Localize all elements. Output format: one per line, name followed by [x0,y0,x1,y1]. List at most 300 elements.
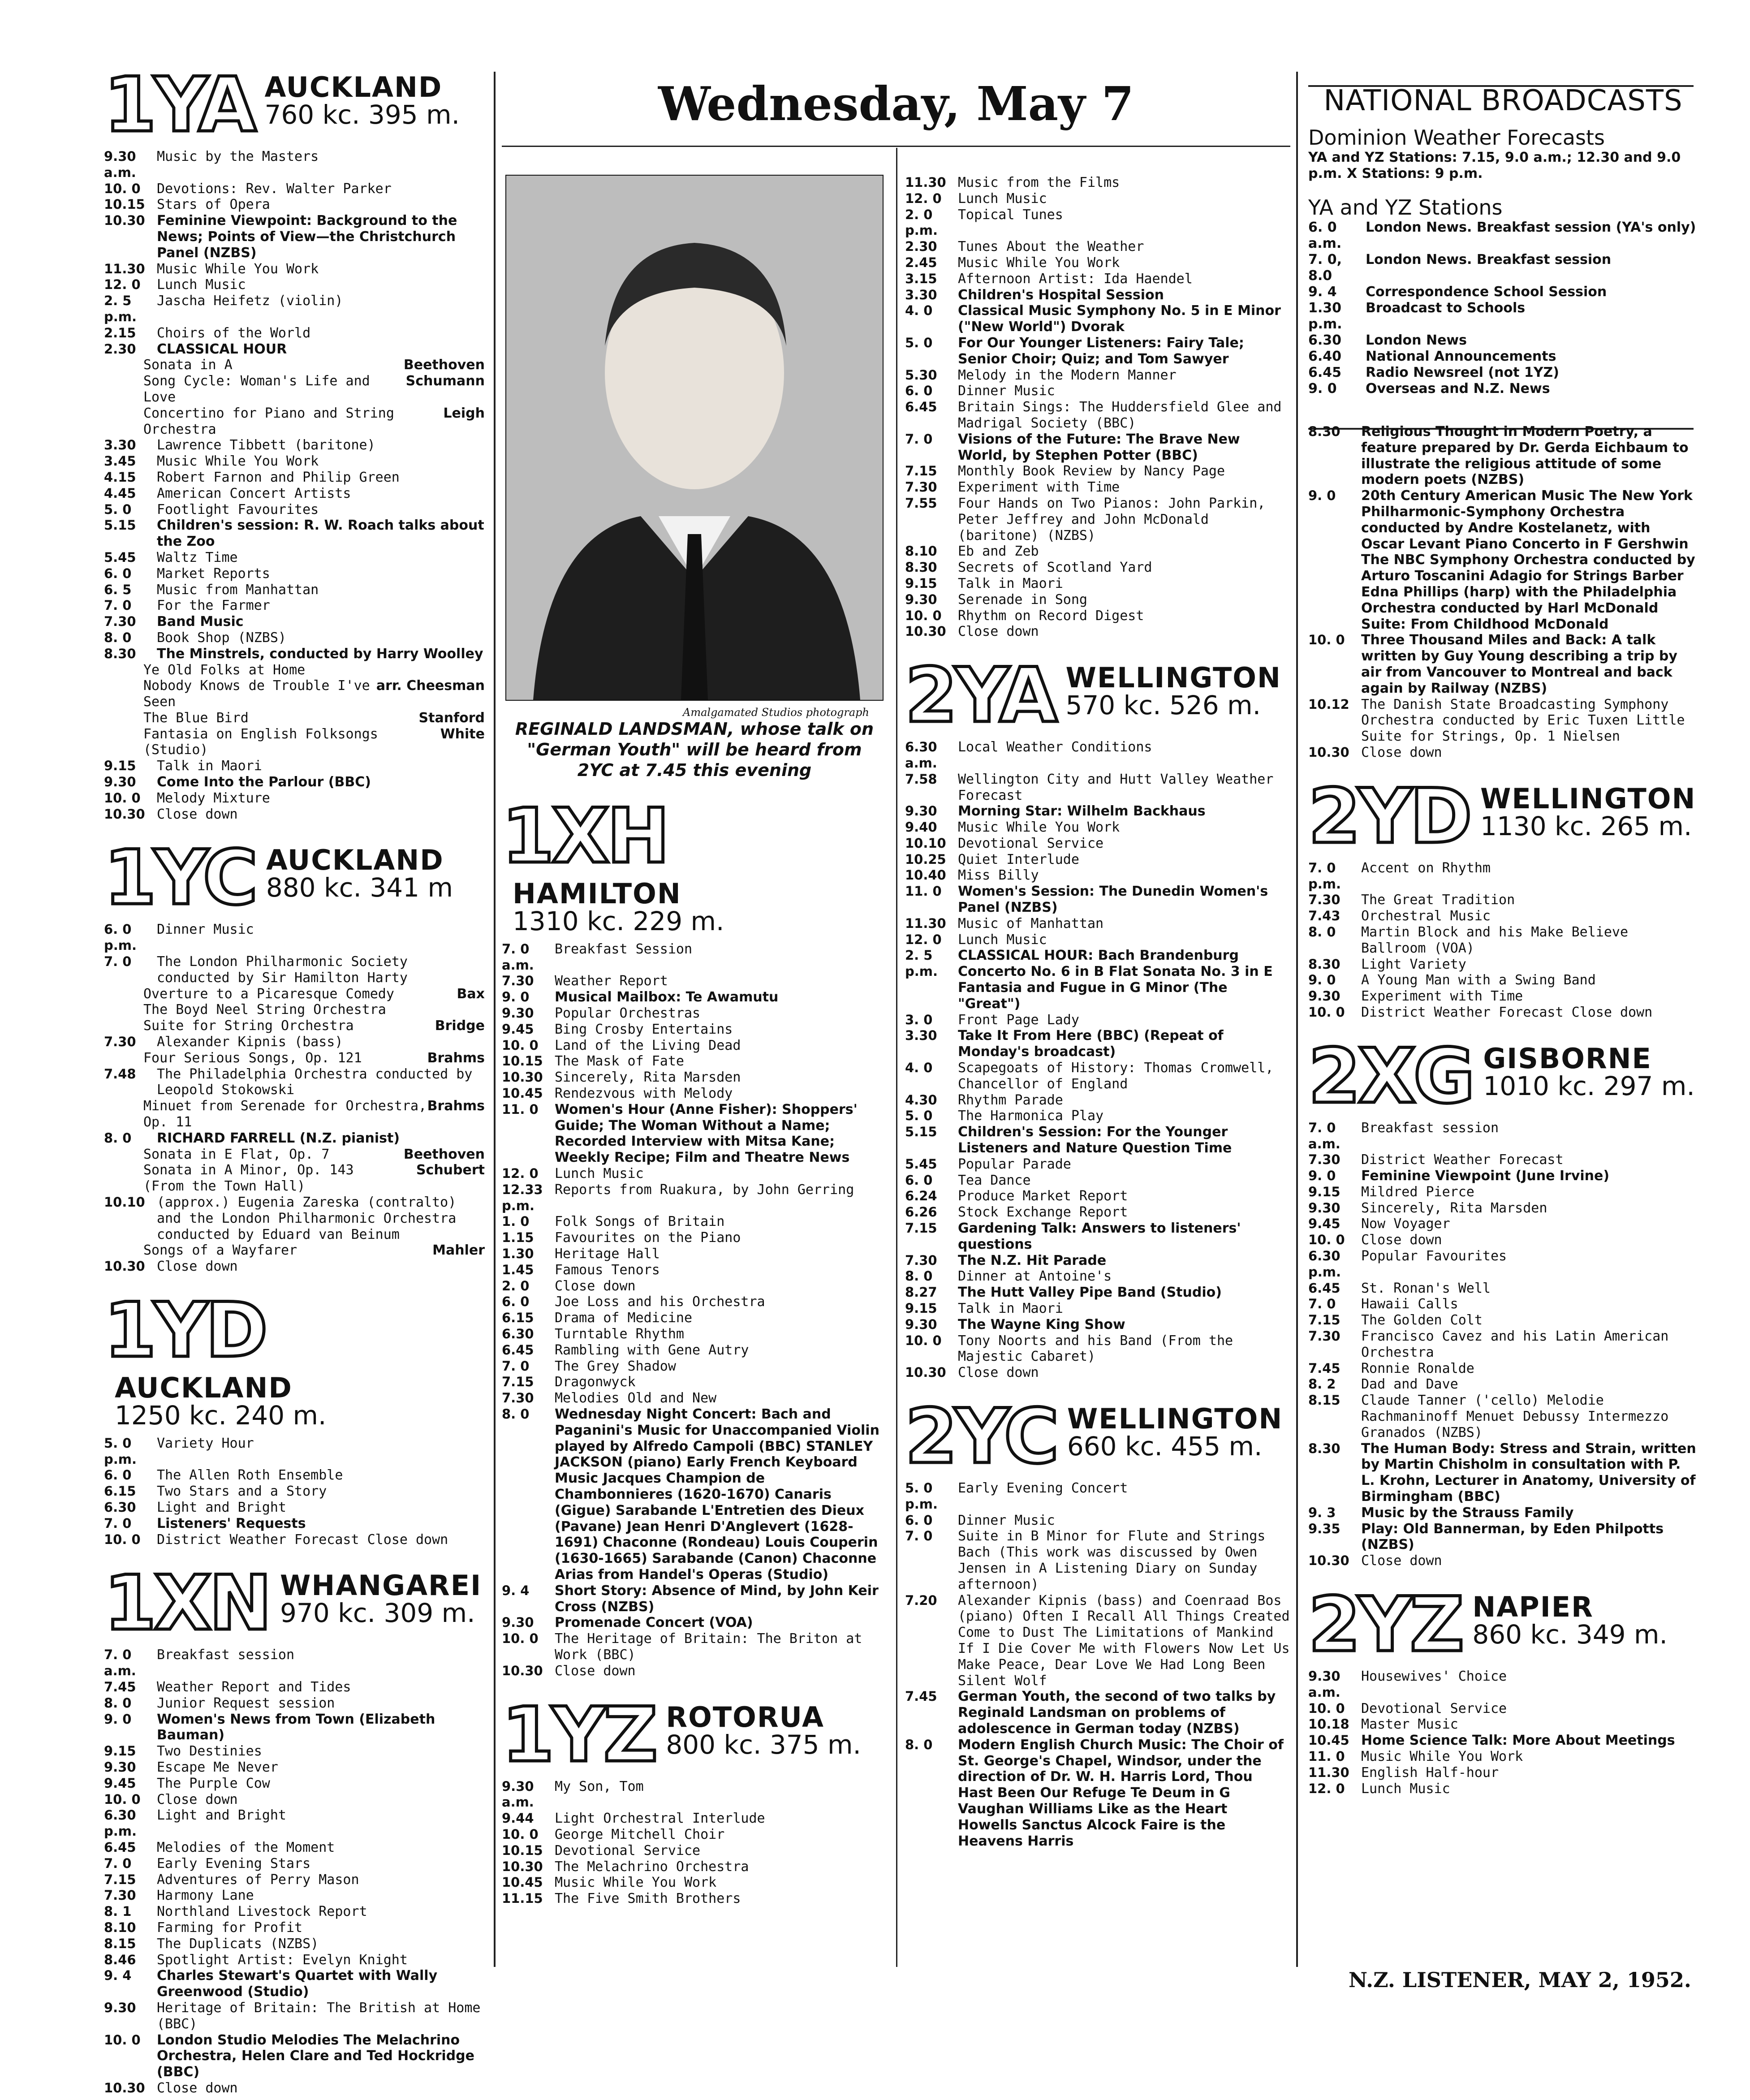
schedule-time: 5. 0 p.m. [905,1480,938,1512]
schedule-row [104,486,485,502]
schedule-program: London News [1366,332,1467,348]
schedule-row [905,1365,1290,1381]
station-info [666,1700,861,1760]
schedule-row [905,884,1290,916]
schedule-program: Alexander Kipnis (bass) and Coenraad Bos (piano) Often I Recall All Things Created Come to Dust The Limitations of Mankind If I Die Cover Me with Flowers Now Let Us Make Peace, Dear Love We Had Long Been Silent Wolf [958,1592,1290,1689]
schedule-program: Dragonwyck [555,1374,636,1390]
schedule-row [104,197,485,213]
schedule-row [1308,988,1698,1005]
schedule-time: 7.30 [905,1252,937,1268]
station-city: WHANGAREI [280,1569,482,1602]
schedule-program: Promenade Concert (VOA) [555,1615,753,1631]
schedule-row [104,1259,485,1275]
schedule-program: Popular Orchestras [555,1005,701,1022]
schedule-row [1308,1441,1698,1505]
schedule-row [905,836,1290,852]
schedule-row [104,470,485,486]
schedule-program: The Minstrels, conducted by Harry Woolley [157,646,483,662]
schedule-time: 8.30 [1308,956,1341,972]
station-city: WELLINGTON [1065,661,1281,694]
station-callsign: 2YD [1308,772,1470,860]
schedule-time: 6.30 p.m. [104,1807,137,1839]
schedule-time: 11. 0 [905,884,942,899]
schedule-program: Light Orchestral Interlude [555,1811,765,1827]
schedule-row [905,1156,1290,1173]
schedule-program: The Melachrino Orchestra [555,1859,749,1875]
composer: Brahms [427,1050,485,1066]
schedule-time: 9.30 [104,2000,136,2015]
schedule-row [905,592,1290,608]
schedule-time: 10. 0 [104,1531,141,1547]
station-header-1ya [104,61,485,149]
schedule-row [1308,924,1698,957]
schedule-row [104,1483,485,1500]
schedule-row [1308,1393,1698,1440]
schedule-row [1308,972,1698,988]
schedule-program: American Concert Artists [157,485,351,501]
schedule-time: 6. 0 a.m. [1308,220,1342,251]
schedule-program: Stars of Opera [157,197,270,213]
schedule-time: 2. 0 [502,1278,530,1294]
schedule-time: 8. 0 [905,1737,933,1752]
schedule-row [104,1532,485,1548]
station-header-1yc [104,834,485,922]
schedule-row [104,758,485,774]
schedule-program: London Studio Melodies The Melachrino Orchestra, Helen Clare and Ted Hockridge (BBC) [157,2032,474,2080]
schedule-program: Children's Session: For the Younger Listeners and Nature Question Time [958,1124,1232,1156]
schedule-time: 9.30 [1308,988,1341,1004]
schedule-program: Wednesday Night Concert: Bach and Paganini's Music for Unaccompanied Violin played by Alfredo Campoli (BBC) STANLEY JACKSON (piano) Early French Keyboard Music Jacques Champion de Chambonnieres (1620-1670) Canaris (Gigue) Sarabande L'Entretien des Dieux (Pavane) Jean Henri D'Anglevert (1628-1691) Chaconne (Rondeau) Louis Couperin (1630-1665) Sarabande (Canon) Chaconne Arias from Handel's Operas (Studio) [555,1406,879,1583]
schedule-program: Weather Report [555,973,668,989]
schedule-row [905,948,1290,1012]
schedule-program: Folk Songs of Britain [555,1214,725,1230]
schedule-row [1308,424,1698,488]
schedule-row [905,1060,1290,1092]
schedule-time: 9.45 [104,1775,136,1791]
column-4 [1308,67,1698,1797]
schedule-row [905,1301,1290,1317]
schedule-row [905,803,1290,819]
station-city: GISBORNE [1483,1042,1652,1075]
station-header-2yc [905,1392,1290,1480]
schedule-row [502,1891,887,1907]
schedule-time: 6.15 [104,1483,136,1499]
schedule-row [1308,860,1698,893]
schedule-program: Adventures of Perry Mason [157,1871,359,1888]
schedule-time: 9.30 [104,774,136,790]
schedule-row [905,1689,1290,1737]
schedule-program: Waltz Time [157,549,238,565]
schedule-row [905,1124,1290,1156]
schedule-program: Melodies of the Moment [157,1840,335,1856]
station-callsign: 2YC [905,1392,1056,1480]
schedule-time: 9.30 [1308,1200,1341,1216]
schedule-program: Close down [958,624,1039,640]
national-broadcasts-title: NATIONAL BROADCASTS [1323,84,1683,117]
schedule-program: Turntable Rhythm [555,1326,684,1342]
station-header-2xg [1308,1032,1698,1120]
schedule-time: 7.30 [104,1888,136,1903]
schedule-row [905,1253,1290,1269]
schedule-time: 9.30 a.m. [502,1778,534,1810]
schedule-program: The Danish State Broadcasting Symphony Orchestra conducted by Eric Tuxen Little Suite for Strings, Op. 1 Nielsen [1361,696,1685,745]
schedule-program: Footlight Favourites [157,501,319,517]
station-frequency: 860 kc. 349 m. [1472,1619,1668,1650]
schedule-row [1308,1200,1698,1216]
schedule-row [104,1679,485,1695]
schedule-row [104,954,485,986]
schedule-row [905,543,1290,560]
photo-caption: REGINALD LANDSMAN, whose talk on "German Youth" will be heard from 2YC at 7.45 this evening [515,719,874,780]
program-detail [104,1162,485,1178]
schedule-time: 1.30 [502,1246,534,1262]
composer: Schubert [416,1162,485,1178]
schedule-row [502,1326,887,1342]
schedule-time: 9.30 [905,1316,937,1332]
schedule-row [905,1108,1290,1124]
schedule-program: The Allen Roth Ensemble [157,1467,343,1483]
schedule-time: 10.30 [104,806,145,822]
schedule-time: 6. 0 [104,1467,132,1483]
schedule-time: 9. 4 [1308,284,1337,300]
schedule-row [905,496,1290,543]
program-detail [104,1002,485,1018]
schedule-program: Women's News from Town (Elizabeth Bauman) [157,1711,435,1743]
composer: Leigh [443,405,485,421]
schedule-time: 9. 4 [502,1583,530,1598]
station-info [1065,661,1281,721]
schedule-row [104,1647,485,1679]
schedule-program: District Weather Forecast [1361,1152,1564,1168]
schedule-row [104,1695,485,1712]
schedule-time: 5. 0 [905,335,933,350]
schedule-row [104,806,485,823]
schedule-time: 12.33 p.m. [502,1182,543,1213]
schedule-row [104,1776,485,1792]
station-header-1xh [502,792,887,936]
schedule-row [905,1268,1290,1285]
schedule-program: George Mitchell Choir [555,1826,725,1842]
schedule-row [502,1278,887,1294]
schedule-program: Early Evening Stars [157,1855,311,1871]
schedule-time: 7.48 [104,1066,136,1082]
schedule-program: The Philadelphia Orchestra conducted by Leopold Stokowski [157,1066,473,1098]
column-rule-2 [896,148,897,1967]
schedule-program: Music While You Work [1361,1749,1523,1764]
work-title: Sonata in E Flat, Op. 7 [143,1146,330,1162]
schedule-program: Take It From Here (BBC) (Repeat of Monday's broadcast) [958,1028,1224,1060]
schedule-time: 11.15 [502,1891,543,1906]
work-title: Sonata in A [143,357,233,373]
schedule-time: 1.15 [502,1230,534,1246]
schedule-row [905,608,1290,624]
program-detail [104,1098,485,1130]
schedule-program: Close down [157,1259,238,1275]
schedule-time: 10. 0 [1308,1700,1345,1716]
schedule-time: 8.30 [1308,424,1341,439]
schedule-program: Children's Hospital Session [958,287,1164,303]
schedule-time: 8.30 [1308,1440,1341,1456]
schedule-program: Popular Parade [958,1156,1071,1172]
schedule-row [1308,1781,1698,1797]
photo-credit: Amalgamated Studios photograph [683,706,869,719]
schedule-time: 7. 0 p.m. [1308,860,1341,892]
schedule-time: 10. 0 [1308,1232,1345,1248]
schedule-program: Music of Manhattan [958,915,1104,931]
schedule-time: 10. 0 [502,1631,539,1647]
schedule-row [1308,1248,1698,1281]
schedule-program: The Human Body: Stress and Strain, written by Martin Chisholm in consultation with P. L. Krohn, Lecturer in Anatomy, University of Birmingham (BBC) [1361,1440,1696,1505]
schedule-row [104,1888,485,1904]
program-detail [104,1178,485,1194]
station-frequency: 970 kc. 309 m. [280,1598,475,1629]
schedule-row [104,1904,485,1920]
schedule-time: 10.45 [502,1086,543,1101]
schedule-row [502,1779,887,1811]
schedule-row [905,1028,1290,1060]
schedule-row [104,646,485,662]
schedule-program: Dinner Music [157,922,254,938]
schedule-row [1308,1765,1698,1781]
schedule-program: Breakfast session [157,1647,295,1663]
station-header-2ya [905,651,1290,740]
schedule-row [905,1317,1290,1333]
schedule-program: Music by the Strauss Family [1361,1505,1574,1521]
schedule-program: Northland Livestock Report [157,1904,367,1920]
schedule-program: Robert Farnon and Philip Green [157,469,400,485]
schedule-program: (approx.) Eugenia Zareska (contralto) and the London Philharmonic Orchestra conducted by Eduard van Beinum [157,1194,457,1242]
schedule-program: Tony Noorts and his Band (From the Majestic Cabaret) [958,1332,1233,1365]
schedule-time: 3.30 [905,287,937,302]
schedule-time: 10.12 [1308,696,1349,712]
schedule-program: The Hutt Valley Pipe Band (Studio) [958,1285,1222,1301]
schedule-time: 9.15 [104,1743,136,1759]
schedule-program: Escape Me Never [157,1759,278,1776]
column-1 [104,61,485,2096]
schedule-time: 7.30 [1308,1328,1341,1344]
schedule-program: Spotlight Artist: Evelyn Knight [157,1952,408,1968]
schedule-time: 7.30 [502,973,534,989]
schedule-row [104,598,485,614]
schedule-program: Come Into the Parlour (BBC) [157,774,371,790]
schedule-row [104,1840,485,1856]
schedule-time: 5.45 [905,1156,937,1172]
schedule-row [104,1872,485,1888]
station-city: WELLINGTON [1067,1402,1283,1435]
schedule-time: 7. 0 [104,1515,132,1531]
schedule-program: The Grey Shadow [555,1358,676,1374]
schedule-program: Britain Sings: The Huddersfield Glee and Madrigal Society (BBC) [958,399,1282,431]
composer: Schumann [405,373,485,389]
schedule-program: Scapegoats of History: Thomas Cromwell, Chancellor of England [958,1060,1274,1092]
schedule-program: Morning Star: Wilhelm Backhaus [958,803,1206,819]
station-city: HAMILTON [513,877,681,910]
schedule-time: 6. 0 [905,1512,933,1528]
schedule-time: 9.15 [104,758,136,774]
schedule-time: 4.45 [104,485,136,501]
schedule-program: Music from the Films [958,175,1120,190]
schedule-row [905,560,1290,576]
schedule-time: 1. 0 [502,1214,530,1229]
schedule-program: Topical Tunes [958,207,1063,223]
schedule-program: Harmony Lane [157,1888,254,1904]
schedule-program: Choirs of the World [157,325,311,341]
schedule-time: 7.45 [905,1689,937,1704]
schedule-time: 9. 3 [1308,1505,1336,1520]
schedule-program: Book Shop (NZBS) [157,630,286,646]
schedule-program: Melodies Old and New [555,1390,717,1406]
work-title: The Boyd Neel String Orchestra [143,1002,386,1018]
schedule-row [502,1214,887,1230]
work-title: Nobody Knows de Trouble I've Seen [143,678,370,710]
schedule-time: 10. 0 [104,2032,141,2048]
station-info [115,1371,327,1431]
schedule-time: 7. 0 a.m. [502,941,534,973]
schedule-program: Secrets of Scotland Yard [958,560,1152,576]
schedule-time: 6.45 [502,1342,534,1358]
schedule-program: Orchestral Music [1361,908,1491,924]
schedule-program: Two Stars and a Story [157,1483,327,1500]
work-title: Ye Old Folks at Home [143,662,306,678]
schedule-time: 6.30 p.m. [1308,1248,1341,1280]
schedule-time: 6.45 [104,1840,136,1855]
schedule-row [502,1310,887,1326]
program-detail [104,373,485,405]
schedule-program: Breakfast session [1361,1120,1499,1136]
schedule-time: 9.30 [104,1759,136,1775]
schedule-time: 7.30 [905,479,937,495]
schedule-program: Close down [555,1278,636,1294]
schedule-row [905,399,1290,431]
station-city: AUCKLAND [266,844,444,877]
schedule-row [1308,892,1698,908]
schedule-program: St. Ronan's Well [1361,1280,1491,1296]
schedule-program: Short Story: Absence of Mind, by John Keir Cross (NZBS) [555,1583,879,1615]
composer: Bax [457,986,485,1002]
schedule-row [104,341,485,358]
schedule-program: Music While You Work [157,261,319,277]
schedule-row [502,1875,887,1891]
schedule-time: 3.30 [905,1028,937,1044]
schedule-time: 2. 0 p.m. [905,207,938,238]
schedule-program: Drama of Medicine [555,1310,693,1326]
schedule-time: 7.30 [1308,1152,1341,1168]
station-city: ROTORUA [666,1700,824,1733]
schedule-time: 5. 0 [104,501,132,517]
schedule-time: 6. 0 [905,383,933,399]
schedule-row [104,181,485,197]
schedule-program: Quiet Interlude [958,851,1079,867]
schedule-row [104,2000,485,2032]
schedule-program: Talk in Maori [157,758,262,774]
schedule-program: Tunes About the Weather [958,239,1144,255]
schedule-time: 9. 0 [104,1711,132,1727]
portrait-photo [505,175,884,701]
schedule-time: 6. 0 p.m. [104,922,137,953]
schedule-row [1308,1505,1698,1521]
schedule-time: 5.15 [905,1124,937,1140]
schedule-time: 6.40 [1308,349,1342,364]
station-header-1yz [502,1690,887,1779]
schedule-row [104,502,485,518]
schedule-row [104,1034,485,1050]
work-title: Overture to a Picaresque Comedy [143,986,394,1002]
schedule-row [905,191,1290,207]
schedule-program: Light Variety [1361,956,1466,972]
station-city: AUCKLAND [264,71,443,103]
schedule-program: Music While You Work [958,254,1120,271]
schedule-program: Devotional Service [555,1842,701,1859]
station-frequency: 1010 kc. 297 m. [1483,1070,1695,1101]
schedule-row [104,1792,485,1808]
schedule-time: 11.30 [905,915,946,931]
schedule-row [502,989,887,1005]
schedule-program: My Son, Tom [555,1778,644,1794]
schedule-program: Popular Favourites [1361,1248,1507,1264]
schedule-program: Melody in the Modern Manner [958,367,1177,383]
schedule-row [1308,1669,1698,1701]
schedule-time: 3.30 [104,437,136,453]
schedule-time: 10. 0 [104,181,141,196]
column-rule-1 [494,72,496,1967]
schedule-time: 8. 0 [905,1268,933,1284]
schedule-row [905,255,1290,271]
schedule-time: 3.45 [104,453,136,469]
schedule-program: Lunch Music [555,1166,644,1182]
schedule-program: Devotions: Rev. Walter Parker [157,181,392,197]
schedule-time: 8.30 [905,560,937,575]
schedule-program: Three Thousand Miles and Back: A talk written by Guy Young describing a trip by air from Vancouver to Montreal and back again by Railway (NZBS) [1361,632,1677,696]
schedule-program: Gardening Talk: Answers to listeners' questions [958,1220,1241,1252]
schedule-time: 12. 0 [104,277,141,293]
schedule-row [502,1230,887,1246]
station-frequency: 1250 kc. 240 m. [115,1400,327,1431]
schedule-row [502,1374,887,1390]
station-callsign: 1YZ [502,1690,655,1779]
station-callsign: 2XG [1308,1032,1473,1120]
schedule-row [905,1513,1290,1529]
schedule-time: 6.30 [502,1326,534,1342]
schedule-time: 6.45 [1308,1280,1341,1296]
weather-forecast-text: YA and YZ Stations: 7.15, 9.0 a.m.; 12.30 and 9.0 p.m. X Stations: 9 p.m. [1308,150,1681,181]
schedule-program: Lunch Music [157,277,246,293]
station-callsign: 2YA [905,651,1055,740]
schedule-row [502,1102,887,1166]
schedule-time: 10.30 [1308,744,1349,760]
schedule-program: The Great Tradition [1361,892,1515,908]
schedule-row [502,973,887,989]
schedule-program: Suite in B Minor for Flute and Strings Bach (This work was discussed by Owen Jensen in A Listening Diary on Sunday afternoon) [958,1528,1266,1592]
schedule-time: 9.30 a.m. [104,149,136,180]
schedule-program: The Wayne King Show [958,1316,1125,1332]
schedule-time: 9. 0 [1308,972,1336,988]
schedule-row [502,1583,887,1615]
station-frequency: 880 kc. 341 m [266,872,453,903]
schedule-time: 10. 0 [104,1791,141,1807]
schedule-row [1308,1281,1698,1297]
schedule-program: Lunch Music [958,931,1047,948]
schedule-time: 6.30 [1308,332,1342,348]
schedule-program: Jascha Heifetz (violin) [157,293,343,309]
schedule-time: 7.30 [104,1034,136,1050]
schedule-program: Afternoon Artist: Ida Haendel [958,271,1193,287]
schedule-time: 8. 2 [1308,1376,1336,1392]
schedule-program: Close down [958,1365,1039,1381]
schedule-time: 12. 0 [1308,1781,1345,1796]
schedule-program: Devotional Service [958,835,1104,851]
schedule-time: 10.15 [104,197,145,212]
schedule-row [905,303,1290,335]
